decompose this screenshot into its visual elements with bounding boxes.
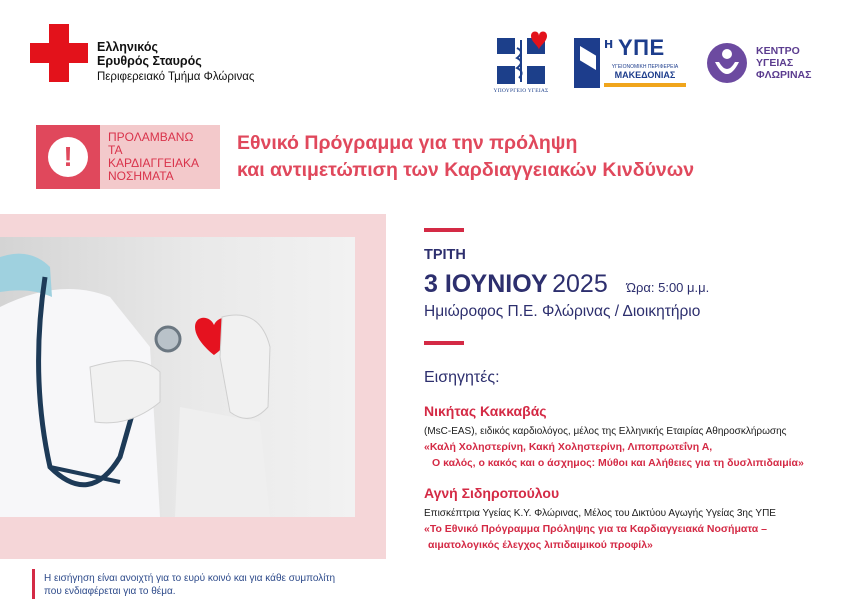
footer-line2: που ενδιαφέρεται για το θέμα. (44, 586, 176, 597)
program-title (237, 130, 694, 184)
event-date: 3 ΙΟΥΝΙΟΥ (424, 270, 548, 298)
doctor-with-heart-photo (0, 237, 355, 517)
divider-bottom (424, 341, 464, 345)
badge-line2: ΤΑ (108, 143, 123, 157)
program-title-line1: Εθνικό Πρόγραμμα για την πρόληψη (237, 132, 578, 154)
speaker-2-talk-line1: «Το Εθνικό Πρόγραμμα Πρόληψης για τα Καρδιαγγειακά Νοσήματα – (424, 523, 767, 535)
event-venue: Ημιώροφος Π.Ε. Φλώρινας / Διοικητήριο (424, 303, 701, 320)
speaker-1-name: Νικήτας Κακκαβάς (424, 403, 547, 419)
ype-title: ΥΠΕ (618, 35, 665, 60)
speaker-1-talk-line1: «Καλή Χοληστερίνη, Κακή Χοληστερίνη, Λιποπρωτεΐνη Α, (424, 441, 713, 453)
speaker-1-role: (MsC-EAS), ειδικός καρδιολόγος, μέλος της Ελληνικής Εταιρίας Αθηροσκλήρωσης (424, 426, 787, 437)
org-name-line1: Ελληνικός (97, 40, 158, 54)
event-year: 2025 (552, 270, 608, 298)
org-name-line2: Ερυθρός Σταυρός (97, 54, 202, 68)
program-badge-text (108, 131, 199, 183)
health-center-name (756, 45, 811, 81)
speaker-1-talk-line2: Ο καλός, ο κακός και ο άσχημος: Μύθοι και Αλήθειες για τη δυσλιπιδαιμία» (432, 457, 804, 469)
event-time: Ώρα: 5:00 μ.μ. (626, 280, 710, 295)
ministry-caption: ΥΠΟΥΡΓΕΙΟ ΥΓΕΙΑΣ (493, 88, 549, 94)
red-cross-logo (30, 24, 88, 82)
footer-line1: Η εισήγηση είναι ανοιχτή για το ευρύ κοινό και για κάθε συμπολίτη (44, 573, 336, 584)
health-center-line2: ΥΓΕΙΑΣ (756, 57, 794, 69)
speakers-heading: Εισηγητές: (424, 369, 500, 386)
divider-top (424, 228, 464, 232)
speaker-2-role: Επισκέπτρια Υγείας Κ.Υ. Φλώρινας, Μέλος του Δικτύου Αγωγής Υγείας 3ης ΥΠΕ (424, 508, 776, 519)
org-branch: Περιφερειακό Τμήμα Φλώρινας (97, 71, 255, 83)
ype-makedonias-logo (574, 36, 686, 92)
exclamation-mark: ! (63, 141, 73, 172)
speaker-2-name: Αγνή Σιδηροπούλου (424, 485, 560, 501)
ministry-of-health-logo (495, 30, 547, 94)
event-date-line (424, 270, 709, 299)
badge-line1: ΠΡΟΛΑΜΒΑΝΩ (108, 130, 194, 144)
badge-line3: ΚΑΡΔΙΑΓΓΕΙΑΚΑ (108, 156, 200, 170)
program-badge (36, 125, 220, 189)
health-center-logo (705, 42, 750, 84)
speaker-2-talk-line2: αιματολογικός έλεγχος λιπιδαιμικού προφίλ» (428, 539, 653, 551)
program-title-line2: και αντιμετώπιση των Καρδιαγγειακών Κινδύνων (237, 159, 695, 181)
red-cross-org-name (97, 40, 254, 85)
footer-accent-bar (32, 569, 35, 599)
ype-h: Η (604, 38, 614, 51)
footer-note (44, 572, 335, 598)
ype-region: ΜΑΚΕΔΟΝΙΑΣ (614, 70, 676, 80)
event-day: ΤΡΙΤΗ (424, 247, 466, 263)
health-center-line3: ΦΛΩΡΙΝΑΣ (756, 69, 812, 81)
health-center-line1: ΚΕΝΤΡΟ (756, 45, 800, 57)
badge-line4: ΝΟΣΗΜΑΤΑ (108, 169, 174, 183)
ype-subtitle: ΥΓΕΙΟΝΟΜΙΚΗ ΠΕΡΙΦΕΡΕΙΑ (611, 64, 679, 70)
